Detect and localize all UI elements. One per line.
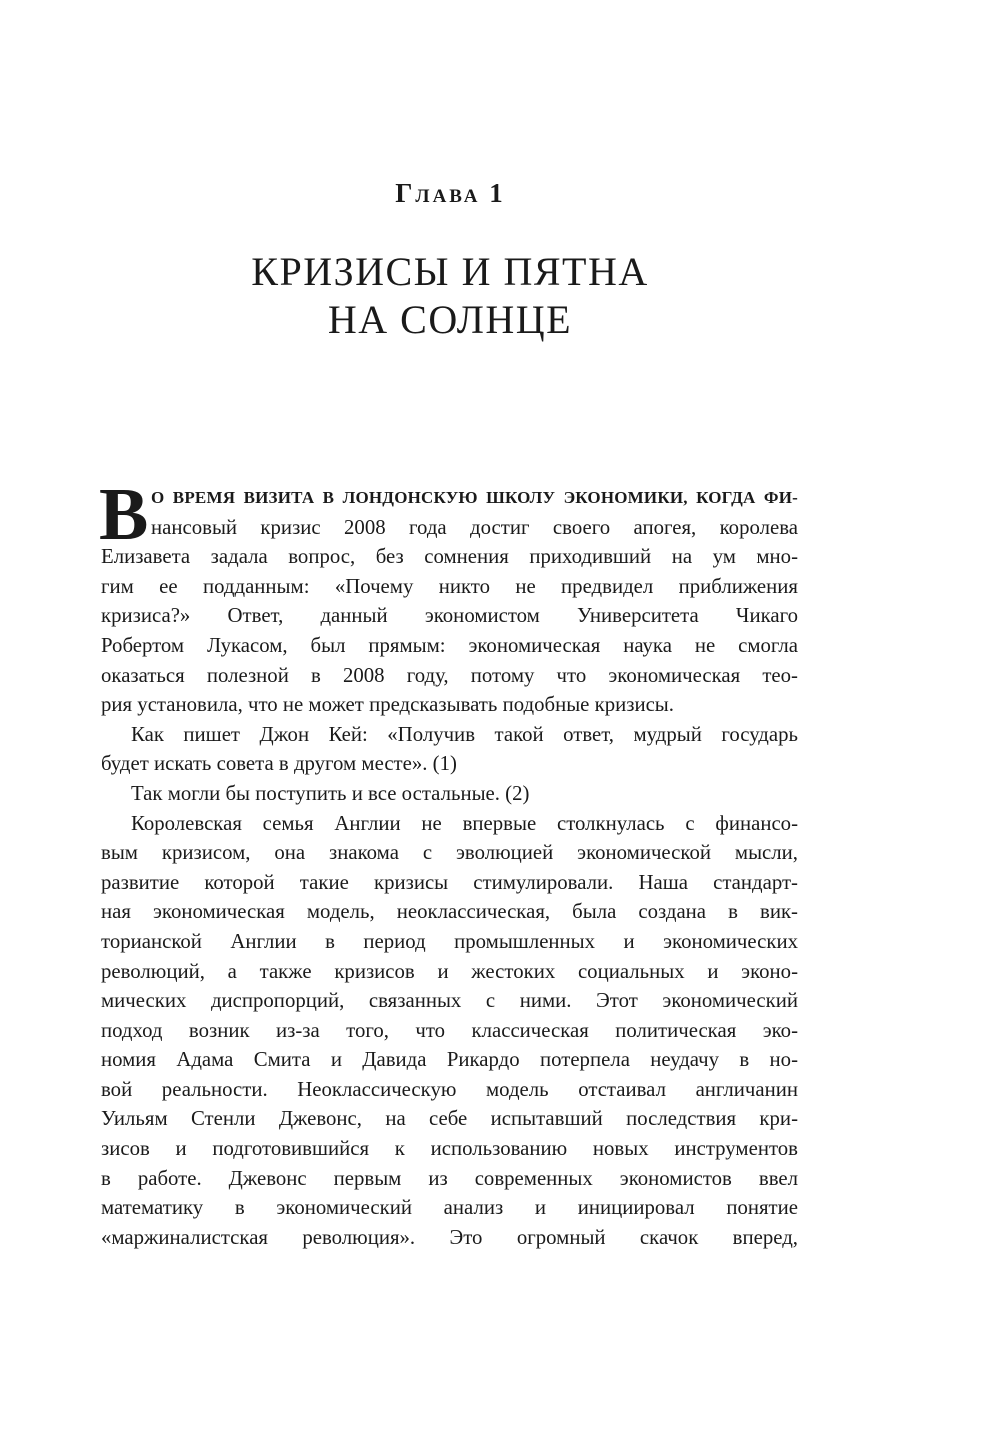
text-line: будет искать совета в другом месте». (1) [101,752,457,776]
text-line: «маржиналистская революция». Это огромный скачок вперед, [101,1225,798,1249]
body-text [99,474,798,1252]
text-line: подход возник из-за того, что классическая политическая эко- [101,1018,798,1042]
text-line: ная экономическая модель, неоклассическая, была создана в вик- [101,900,798,924]
text-line: мических диспропорций, связанных с ними. Этот экономический [101,989,798,1013]
chapter-label [0,178,900,209]
text-line: в работе. Джевонс первым из современных экономистов ввел [101,1166,798,1190]
text-line: вым кризисом, она знакома с эволюцией экономической мысли, [101,841,798,865]
text-line: Робертом Лукасом, был прямым: экономическая наука не смогла [101,633,798,657]
text-line: торианской Англии в период промышленных и экономических [101,929,798,953]
chapter-label-number: 1 [489,178,505,208]
text-line: математику в экономический анализ и инициировал понятие [101,1196,798,1220]
drop-cap: В [99,474,149,556]
text-line: Так могли бы поступить и все остальные. (2) [131,781,530,805]
chapter-title [0,248,900,344]
text-line: зисов и подготовившийся к использованию новых инструментов [101,1137,798,1161]
chapter-title-line: КРИЗИСЫ И ПЯТНА [251,249,649,294]
text-line: развитие которой такие кризисы стимулировали. Наша стандарт- [101,870,798,894]
text-line: Королевская семья Англии не впервые столкнулась с финансо- [131,811,798,835]
text-line: Уильям Стенли Джевонс, на себе испытавший последствия кри- [101,1107,798,1131]
text-line: нансовый кризис 2008 года достиг своего апогея, королева [151,515,798,539]
text-line: кризиса?» Ответ, данный экономистом Университета Чикаго [101,604,798,628]
text-line: Как пишет Джон Кей: «Получив такой ответ, мудрый государь [131,722,798,746]
text-line: рия установила, что не может предсказывать подобные кризисы. [101,693,674,717]
chapter-label-word: Глава [395,178,481,208]
text-line: оказаться полезной в 2008 году, потому что экономическая тео- [101,663,798,687]
text-line: гим ее подданным: «Почему никто не предвидел приближения [101,574,798,598]
text-line: вой реальности. Неоклассическую модель отстаивал англичанин [101,1077,798,1101]
text-line: номия Адама Смита и Давида Рикардо потерпела неудачу в но- [101,1048,798,1072]
text-line: революций, а также кризисов и жестоких социальных и эконо- [101,959,798,983]
chapter-title-line: НА СОЛНЦЕ [327,297,573,342]
text-line: О ВРЕМЯ ВИЗИТА В ЛОНДОНСКУЮ ШКОЛУ ЭКОНОМИКИ, КОГДА ФИ- [151,488,798,507]
text-line: Елизавета задала вопрос, без сомнения приходивший на ум мно- [101,545,798,569]
